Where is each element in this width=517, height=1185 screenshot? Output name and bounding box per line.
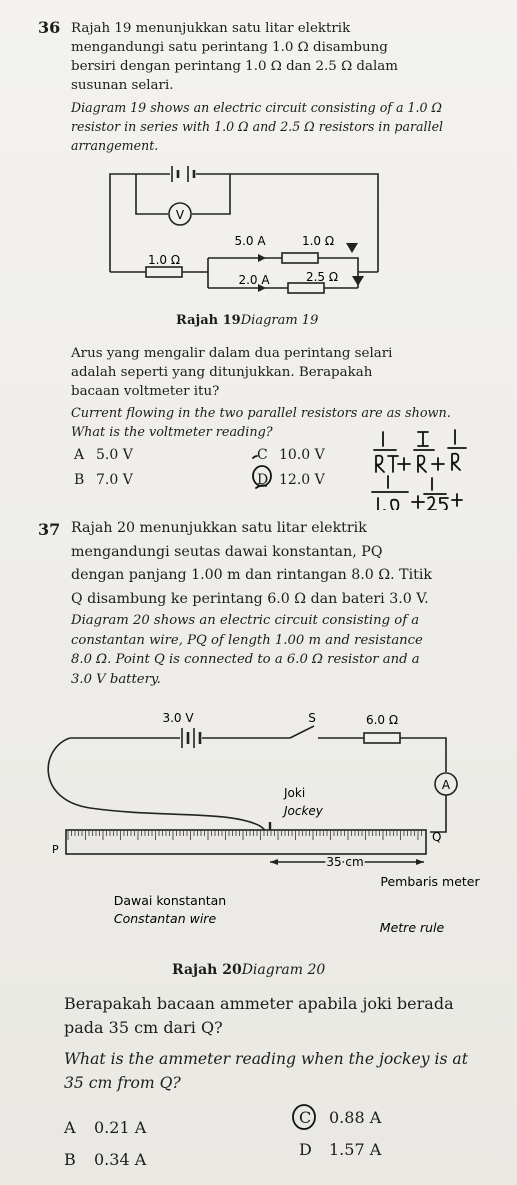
wire-label-malay: Dawai konstantan xyxy=(113,893,227,908)
handwritten-circle-37 xyxy=(0,1095,517,1185)
option-37-c[interactable]: C 0.88 A xyxy=(299,1108,382,1127)
circled-answer-c xyxy=(293,1105,315,1129)
option-36-d[interactable]: D 12.0 V xyxy=(257,472,325,488)
resistor-top-label: 1.0 Ω xyxy=(301,234,335,248)
option-37-d[interactable]: D 1.57 A xyxy=(299,1140,382,1159)
question-37-malay-text: Rajah 20 menunjukkan satu litar elektrik mengandungi seutas dawai konstantan, PQ dengan panjang 1.00 m dan rintangan 8.0 Ω. Titik Q disambung ke perintang 6.0 Ω dan bateri 3.0 V. xyxy=(71,520,432,607)
question-number: 36 xyxy=(38,18,61,37)
question-37-english-text: Diagram 20 shows an electric circuit consisting of a constantan wire, PQ of length 1.00 m and resistance 8.0 Ω. Point Q is connected to a 6.0 Ω resistor and a 3.0 V battery. xyxy=(71,613,423,687)
question-36-malay-text: Rajah 19 menunjukkan satu litar elektrik mengandungi satu perintang 1.0 Ω disambung bersiri dengan perintang 1.0 Ω dan 2.5 Ω dalam susunan selari. xyxy=(71,21,398,93)
current-bottom-label: 2.0 A xyxy=(238,273,270,287)
resistor-bottom-label: 2.5 Ω xyxy=(305,270,339,284)
option-37-a[interactable]: A 0.21 A xyxy=(64,1118,147,1137)
option-37-b[interactable]: B 0.34 A xyxy=(64,1150,147,1169)
option-36-c[interactable]: C 10.0 V xyxy=(257,447,325,463)
question-36-english-text: Diagram 19 shows an electric circuit consisting of a 1.0 Ω resistor in series with 1.0 Ω and 2.5 Ω resistors in parallel arrangement. xyxy=(71,100,444,153)
jockey-label-english: Jockey xyxy=(284,804,323,818)
ammeter-label: A xyxy=(441,778,451,792)
circled-answer-d xyxy=(253,466,271,486)
option-36-a[interactable]: A 5.0 V xyxy=(74,447,133,463)
question-36-prompt-english: Current flowing in the two parallel resistors are as shown. What is the voltmeter reading? xyxy=(71,406,451,440)
question-36-prompt-malay: Arus yang mengalir dalam dua perintang selari adalah seperti yang ditunjukkan. Berapakah bacaan voltmeter itu? xyxy=(71,346,393,399)
option-36-b[interactable]: B 7.0 V xyxy=(74,472,133,488)
question-number: 37 xyxy=(38,520,61,539)
resistor-label: 6.0 Ω xyxy=(365,713,399,727)
diagram-20-caption: Rajah 20Diagram 20 xyxy=(172,962,326,978)
series-resistor-label: 1.0 Ω xyxy=(147,253,181,267)
jockey-label-malay: Joki xyxy=(284,786,306,800)
current-top-label: 5.0 A xyxy=(234,234,266,248)
rule-label-malay: Pembaris meter xyxy=(380,874,480,889)
diagram-19-caption: Rajah 19Diagram 19 xyxy=(176,313,319,328)
point-p-label: P xyxy=(52,843,59,856)
rule-label-english: Metre rule xyxy=(379,920,445,935)
handwritten-working xyxy=(0,420,517,510)
voltmeter-label: V xyxy=(175,208,185,222)
distance-label: 35 cm xyxy=(326,855,364,869)
question-37-prompt-english: What is the ammeter reading when the jockey is at 35 cm from Q? xyxy=(64,1050,468,1092)
question-37-prompt-malay: Berapakah bacaan ammeter apabila joki berada pada 35 cm dari Q? xyxy=(64,994,454,1037)
switch-label: S xyxy=(308,711,316,725)
battery-label: 3.0 V xyxy=(162,711,194,725)
point-q-label: Q xyxy=(432,830,442,844)
wire-label-english: Constantan wire xyxy=(113,911,217,926)
diagram-20-circuit xyxy=(0,700,517,950)
